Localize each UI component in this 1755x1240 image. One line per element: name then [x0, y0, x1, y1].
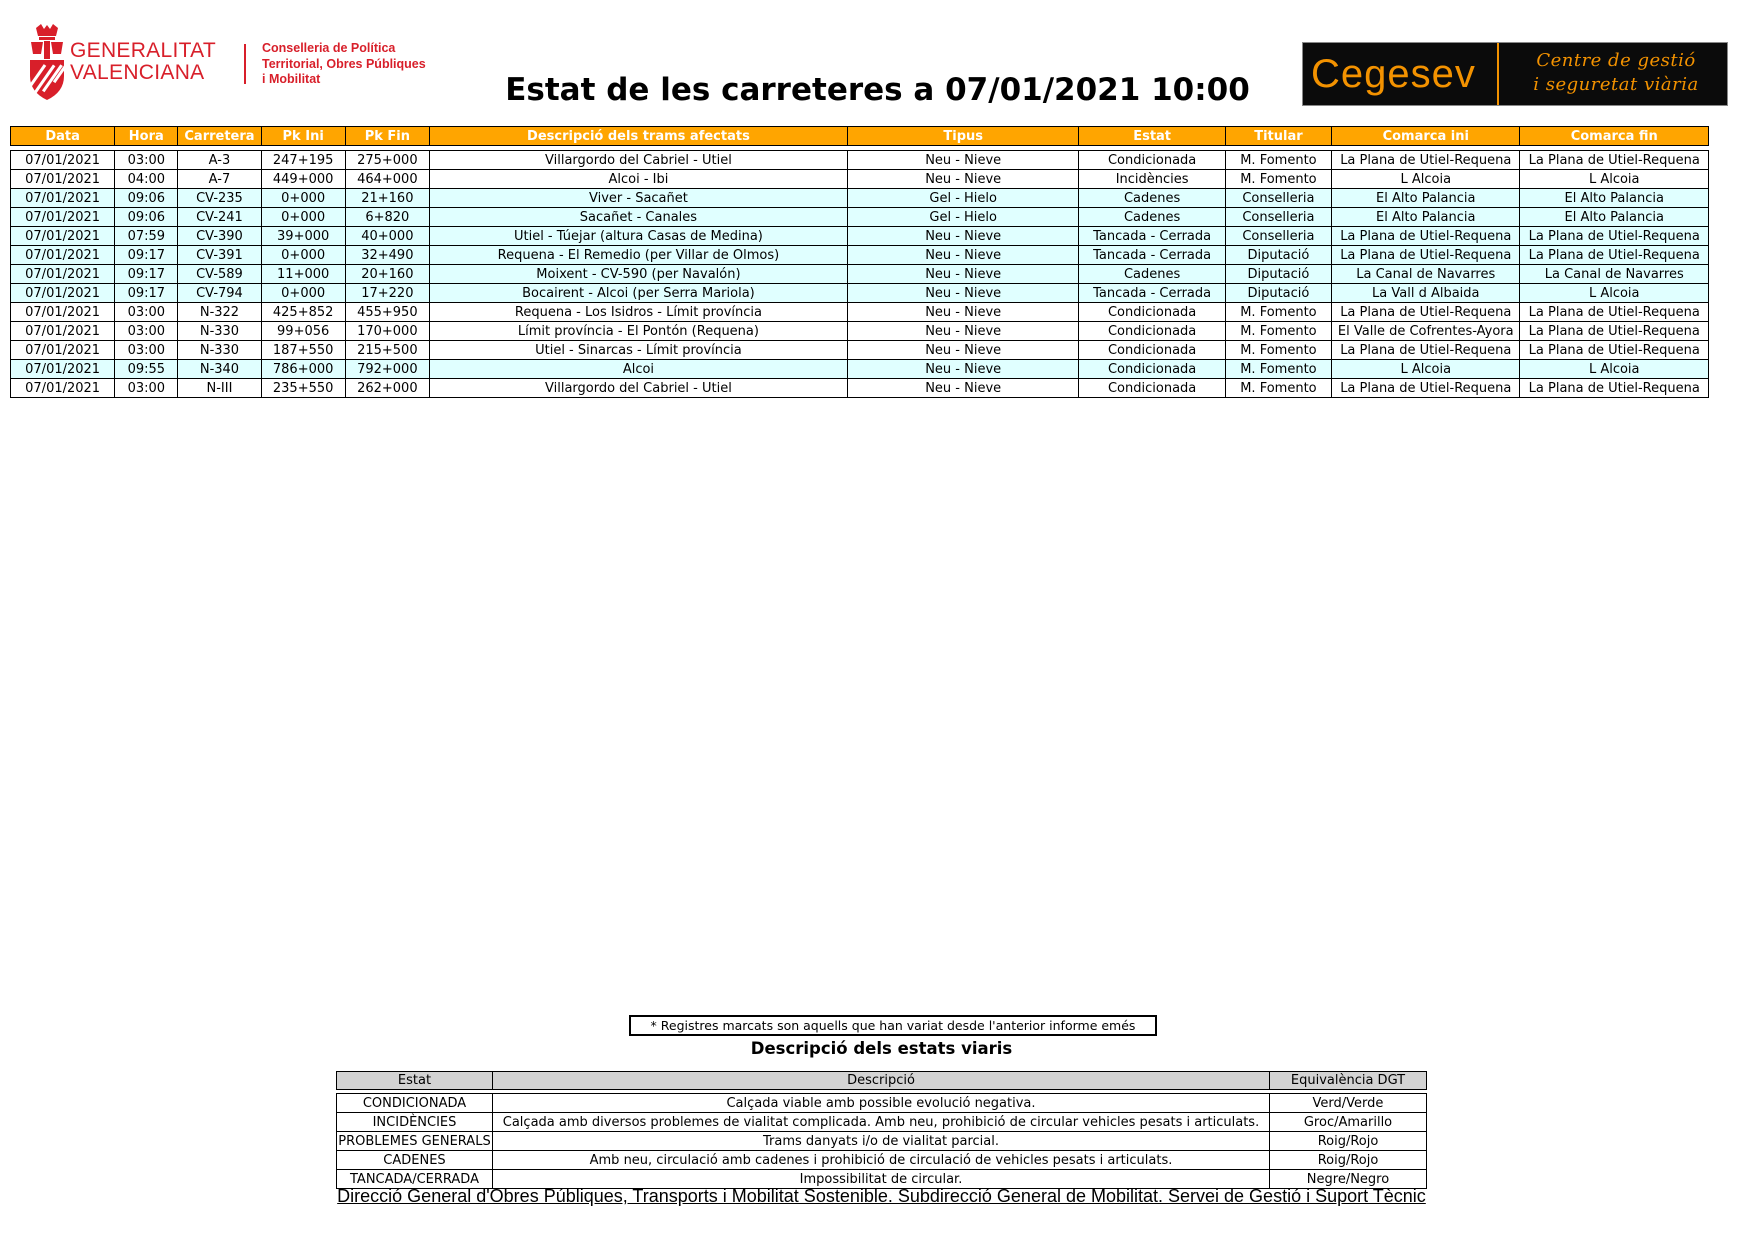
- cell-status: Cadenes: [1079, 208, 1225, 227]
- cell-road: CV-390: [178, 227, 261, 246]
- cell-comarca-fin: La Plana de Utiel-Requena: [1520, 303, 1709, 322]
- table-row: [11, 170, 1709, 189]
- cell-road: A-3: [178, 151, 261, 170]
- cell-comarca-fin: La Plana de Utiel-Requena: [1520, 322, 1709, 341]
- cell-description: Moixent - CV-590 (per Navalón): [429, 265, 847, 284]
- legend-table: [336, 1071, 1427, 1189]
- legend-cell-dgt: Roig/Rojo: [1270, 1151, 1427, 1170]
- column-header-description: Descripció dels trams afectats: [429, 127, 847, 146]
- cell-comarca-fin: L Alcoia: [1520, 360, 1709, 379]
- cell-comarca-fin: La Canal de Navarres: [1520, 265, 1709, 284]
- legend-title: Descripció dels estats viaris: [750, 1039, 1013, 1058]
- cell-type: Neu - Nieve: [847, 170, 1079, 189]
- legend-cell-state: PROBLEMES GENERALS: [338, 1133, 491, 1149]
- cell-date: 07/01/2021: [11, 341, 115, 360]
- cell-pk-ini: 99+056: [261, 322, 345, 341]
- department-line2: Territorial, Obres Públiques: [262, 56, 426, 71]
- legend-cell-dgt: Verd/Verde: [1270, 1094, 1427, 1113]
- cell-time: 03:00: [115, 341, 178, 360]
- cell-type: Neu - Nieve: [847, 341, 1079, 360]
- cegesev-name: Cegesev: [1311, 52, 1476, 96]
- cell-time: 03:00: [115, 303, 178, 322]
- table-row: [11, 379, 1709, 398]
- cell-type: Neu - Nieve: [847, 322, 1079, 341]
- cell-comarca-fin: La Plana de Utiel-Requena: [1520, 151, 1709, 170]
- table-row: [11, 303, 1709, 322]
- cell-comarca-ini: La Plana de Utiel-Requena: [1332, 379, 1520, 398]
- cell-type: Neu - Nieve: [847, 284, 1079, 303]
- legend-header-dgt: Equivalència DGT: [1270, 1072, 1427, 1090]
- legend-header-row: [337, 1072, 1427, 1090]
- cell-date: 07/01/2021: [11, 379, 115, 398]
- legend-cell-description: Impossibilitat de circular.: [493, 1170, 1270, 1189]
- legend-row: [337, 1094, 1427, 1113]
- cell-description: Requena - El Remedio (per Villar de Olmos): [429, 246, 847, 265]
- cell-description: Sacañet - Canales: [429, 208, 847, 227]
- cell-status: Cadenes: [1079, 265, 1225, 284]
- cell-pk-fin: 17+220: [345, 284, 429, 303]
- cell-comarca-fin: L Alcoia: [1520, 170, 1709, 189]
- column-header-time: Hora: [115, 127, 178, 146]
- cell-pk-ini: 11+000: [261, 265, 345, 284]
- cell-type: Neu - Nieve: [847, 379, 1079, 398]
- legend-header-description: Descripció: [493, 1072, 1270, 1090]
- table-row: [11, 322, 1709, 341]
- cell-date: 07/01/2021: [11, 284, 115, 303]
- changed-records-note: * Registres marcats son aquells que han variat desde l'anterior informe emés: [629, 1015, 1157, 1036]
- cell-status: Tancada - Cerrada: [1079, 284, 1225, 303]
- generalitat-name-line2: VALENCIANA: [70, 61, 205, 84]
- cell-comarca-ini: La Vall d Albaida: [1332, 284, 1520, 303]
- table-row: [11, 360, 1709, 379]
- cell-road: CV-589: [178, 265, 261, 284]
- cell-type: Neu - Nieve: [847, 151, 1079, 170]
- cell-comarca-ini: L Alcoia: [1332, 360, 1520, 379]
- cell-comarca-ini: La Plana de Utiel-Requena: [1332, 227, 1520, 246]
- cell-date: 07/01/2021: [11, 151, 115, 170]
- cell-owner: Diputació: [1225, 265, 1331, 284]
- cell-type: Neu - Nieve: [847, 246, 1079, 265]
- column-header-road: Carretera: [178, 127, 261, 146]
- column-header-date: Data: [11, 127, 115, 146]
- cell-time: 04:00: [115, 170, 178, 189]
- cell-pk-fin: 792+000: [345, 360, 429, 379]
- cell-date: 07/01/2021: [11, 265, 115, 284]
- cell-pk-ini: 0+000: [261, 284, 345, 303]
- cell-comarca-ini: La Plana de Utiel-Requena: [1332, 303, 1520, 322]
- cell-pk-fin: 215+500: [345, 341, 429, 360]
- cell-description: Viver - Sacañet: [429, 189, 847, 208]
- column-header-comarca-fin: Comarca fin: [1520, 127, 1709, 146]
- cell-pk-ini: 0+000: [261, 208, 345, 227]
- column-header-comarca-ini: Comarca ini: [1332, 127, 1520, 146]
- cell-type: Gel - Hielo: [847, 189, 1079, 208]
- legend-cell-dgt: Roig/Rojo: [1270, 1132, 1427, 1151]
- cell-owner: M. Fomento: [1225, 360, 1331, 379]
- cell-owner: M. Fomento: [1225, 379, 1331, 398]
- cell-type: Neu - Nieve: [847, 303, 1079, 322]
- legend-row: [337, 1113, 1427, 1132]
- cell-comarca-fin: La Plana de Utiel-Requena: [1520, 246, 1709, 265]
- cell-status: Tancada - Cerrada: [1079, 227, 1225, 246]
- footer-text: Direcció General d'Obres Públiques, Transports i Mobilitat Sostenible. Subdirecció General de Mobilitat. Servei de Gestió i Suport Tècnic: [337, 1186, 1426, 1206]
- cell-road: N-322: [178, 303, 261, 322]
- cell-pk-fin: 20+160: [345, 265, 429, 284]
- cell-date: 07/01/2021: [11, 208, 115, 227]
- cell-status: Condicionada: [1079, 341, 1225, 360]
- cell-road: CV-241: [178, 208, 261, 227]
- cell-pk-ini: 0+000: [261, 189, 345, 208]
- cell-description: Requena - Los Isidros - Límit província: [429, 303, 847, 322]
- legend-cell-description: Calçada viable amb possible evolució negativa.: [493, 1094, 1270, 1113]
- cell-comarca-fin: La Plana de Utiel-Requena: [1520, 227, 1709, 246]
- cell-pk-ini: 449+000: [261, 170, 345, 189]
- cell-pk-ini: 39+000: [261, 227, 345, 246]
- cell-comarca-ini: La Plana de Utiel-Requena: [1332, 246, 1520, 265]
- legend-cell-state: INCIDÈNCIES: [337, 1113, 493, 1132]
- cell-comarca-ini: La Plana de Utiel-Requena: [1332, 341, 1520, 360]
- road-status-table: [10, 126, 1709, 398]
- table-row: [11, 189, 1709, 208]
- table-row: [11, 284, 1709, 303]
- column-header-status: Estat: [1079, 127, 1225, 146]
- cell-description: Alcoi: [429, 360, 847, 379]
- cell-comarca-ini: El Valle de Cofrentes-Ayora: [1332, 322, 1520, 341]
- cell-pk-fin: 464+000: [345, 170, 429, 189]
- cell-road: N-III: [178, 379, 261, 398]
- table-header-row: [11, 127, 1709, 146]
- cell-time: 03:00: [115, 151, 178, 170]
- cell-comarca-ini: L Alcoia: [1332, 170, 1520, 189]
- cell-owner: M. Fomento: [1225, 322, 1331, 341]
- cell-time: 09:17: [115, 284, 178, 303]
- page-title: Estat de les carreteres a 07/01/2021 10:00: [505, 72, 1250, 108]
- cell-type: Neu - Nieve: [847, 265, 1079, 284]
- cell-road: N-330: [178, 322, 261, 341]
- cegesev-separator: [1497, 43, 1499, 105]
- legend-table-body: [337, 1090, 1427, 1189]
- cell-owner: Diputació: [1225, 246, 1331, 265]
- cell-pk-fin: 6+820: [345, 208, 429, 227]
- cell-date: 07/01/2021: [11, 303, 115, 322]
- cell-pk-fin: 21+160: [345, 189, 429, 208]
- cell-description: Límit província - El Pontón (Requena): [429, 322, 847, 341]
- cell-comarca-fin: El Alto Palancia: [1520, 189, 1709, 208]
- cell-time: 09:17: [115, 246, 178, 265]
- cell-owner: M. Fomento: [1225, 303, 1331, 322]
- cell-status: Cadenes: [1079, 189, 1225, 208]
- legend-row: [337, 1132, 1427, 1151]
- cell-type: Neu - Nieve: [847, 360, 1079, 379]
- cell-owner: M. Fomento: [1225, 151, 1331, 170]
- cell-pk-fin: 32+490: [345, 246, 429, 265]
- cell-comarca-ini: El Alto Palancia: [1332, 189, 1520, 208]
- table-row: [11, 265, 1709, 284]
- cell-type: Gel - Hielo: [847, 208, 1079, 227]
- cell-time: 09:55: [115, 360, 178, 379]
- cell-date: 07/01/2021: [11, 170, 115, 189]
- column-header-type: Tipus: [847, 127, 1079, 146]
- cell-pk-ini: 187+550: [261, 341, 345, 360]
- table-row: [11, 341, 1709, 360]
- cell-description: Alcoi - Ibi: [429, 170, 847, 189]
- legend-cell-description: Trams danyats i/o de vialitat parcial.: [493, 1132, 1270, 1151]
- cell-pk-fin: 275+000: [345, 151, 429, 170]
- cell-road: CV-391: [178, 246, 261, 265]
- legend-row: [337, 1151, 1427, 1170]
- table-row: [11, 208, 1709, 227]
- cegesev-logo: [1302, 42, 1728, 106]
- cell-pk-fin: 262+000: [345, 379, 429, 398]
- legend-cell-state: TANCADA/CERRADA: [337, 1170, 493, 1189]
- cell-status: Condicionada: [1079, 322, 1225, 341]
- cell-time: 03:00: [115, 322, 178, 341]
- cell-pk-ini: 786+000: [261, 360, 345, 379]
- cell-pk-ini: 247+195: [261, 151, 345, 170]
- cell-status: Tancada - Cerrada: [1079, 246, 1225, 265]
- cell-pk-ini: 235+550: [261, 379, 345, 398]
- table-row: [11, 246, 1709, 265]
- generalitat-name-line1: GENERALITAT: [70, 39, 217, 62]
- cell-owner: M. Fomento: [1225, 341, 1331, 360]
- cell-description: Villargordo del Cabriel - Utiel: [429, 379, 847, 398]
- cell-description: Utiel - Túejar (altura Casas de Medina): [429, 227, 847, 246]
- cell-date: 07/01/2021: [11, 246, 115, 265]
- legend-cell-description: Calçada amb diversos problemes de vialitat complicada. Amb neu, prohibició de circular vehicles pesats i articulats.: [493, 1113, 1270, 1132]
- column-header-owner: Titular: [1225, 127, 1331, 146]
- cell-date: 07/01/2021: [11, 322, 115, 341]
- legend-cell-state: CONDICIONADA: [337, 1094, 493, 1113]
- cell-pk-ini: 0+000: [261, 246, 345, 265]
- cell-pk-fin: 455+950: [345, 303, 429, 322]
- cell-owner: M. Fomento: [1225, 170, 1331, 189]
- cell-pk-fin: 170+000: [345, 322, 429, 341]
- cell-road: CV-794: [178, 284, 261, 303]
- cegesev-tagline-line2: i seguretat viària: [1533, 74, 1699, 95]
- column-header-pk-ini: Pk Ini: [261, 127, 345, 146]
- cell-status: Condicionada: [1079, 379, 1225, 398]
- cell-status: Condicionada: [1079, 360, 1225, 379]
- cell-owner: Conselleria: [1225, 189, 1331, 208]
- table-row: [11, 151, 1709, 170]
- cell-time: 09:17: [115, 265, 178, 284]
- cell-time: 09:06: [115, 208, 178, 227]
- cell-owner: Diputació: [1225, 284, 1331, 303]
- cell-status: Condicionada: [1079, 151, 1225, 170]
- cell-status: Incidències: [1079, 170, 1225, 189]
- road-table-body: [11, 146, 1709, 398]
- cegesev-tagline-line1: Centre de gestió: [1536, 50, 1696, 71]
- cell-road: N-340: [178, 360, 261, 379]
- cell-owner: Conselleria: [1225, 208, 1331, 227]
- cell-status: Condicionada: [1079, 303, 1225, 322]
- cell-time: 07:59: [115, 227, 178, 246]
- legend-cell-dgt: Groc/Amarillo: [1270, 1113, 1427, 1132]
- cell-description: Bocairent - Alcoi (per Serra Mariola): [429, 284, 847, 303]
- cell-comarca-fin: La Plana de Utiel-Requena: [1520, 341, 1709, 360]
- cell-road: CV-235: [178, 189, 261, 208]
- cell-pk-ini: 425+852: [261, 303, 345, 322]
- department-line3: i Mobilitat: [262, 72, 321, 86]
- cell-owner: Conselleria: [1225, 227, 1331, 246]
- cell-comarca-ini: La Canal de Navarres: [1332, 265, 1520, 284]
- cell-date: 07/01/2021: [11, 227, 115, 246]
- cell-comarca-fin: La Plana de Utiel-Requena: [1520, 379, 1709, 398]
- legend-cell-state: CADENES: [337, 1151, 493, 1170]
- legend-cell-dgt: Negre/Negro: [1270, 1170, 1427, 1189]
- cell-type: Neu - Nieve: [847, 227, 1079, 246]
- legend-header-state: Estat: [337, 1072, 493, 1090]
- cell-pk-fin: 40+000: [345, 227, 429, 246]
- column-header-pk-fin: Pk Fin: [345, 127, 429, 146]
- cell-time: 09:06: [115, 189, 178, 208]
- cell-comarca-ini: El Alto Palancia: [1332, 208, 1520, 227]
- cell-road: A-7: [178, 170, 261, 189]
- cell-description: Villargordo del Cabriel - Utiel: [429, 151, 847, 170]
- department-line1: Conselleria de Política: [262, 41, 396, 55]
- cell-comarca-fin: L Alcoia: [1520, 284, 1709, 303]
- cegesev-tagline: [1509, 49, 1723, 97]
- legend-cell-description: Amb neu, circulació amb cadenes i prohibició de circulació de vehicles pesats i articulats.: [493, 1151, 1270, 1170]
- cell-road: N-330: [178, 341, 261, 360]
- table-row: [11, 227, 1709, 246]
- cell-time: 03:00: [115, 379, 178, 398]
- cell-date: 07/01/2021: [11, 189, 115, 208]
- cell-description: Utiel - Sinarcas - Límit província: [429, 341, 847, 360]
- cell-date: 07/01/2021: [11, 360, 115, 379]
- cell-comarca-ini: La Plana de Utiel-Requena: [1332, 151, 1520, 170]
- cell-comarca-fin: El Alto Palancia: [1520, 208, 1709, 227]
